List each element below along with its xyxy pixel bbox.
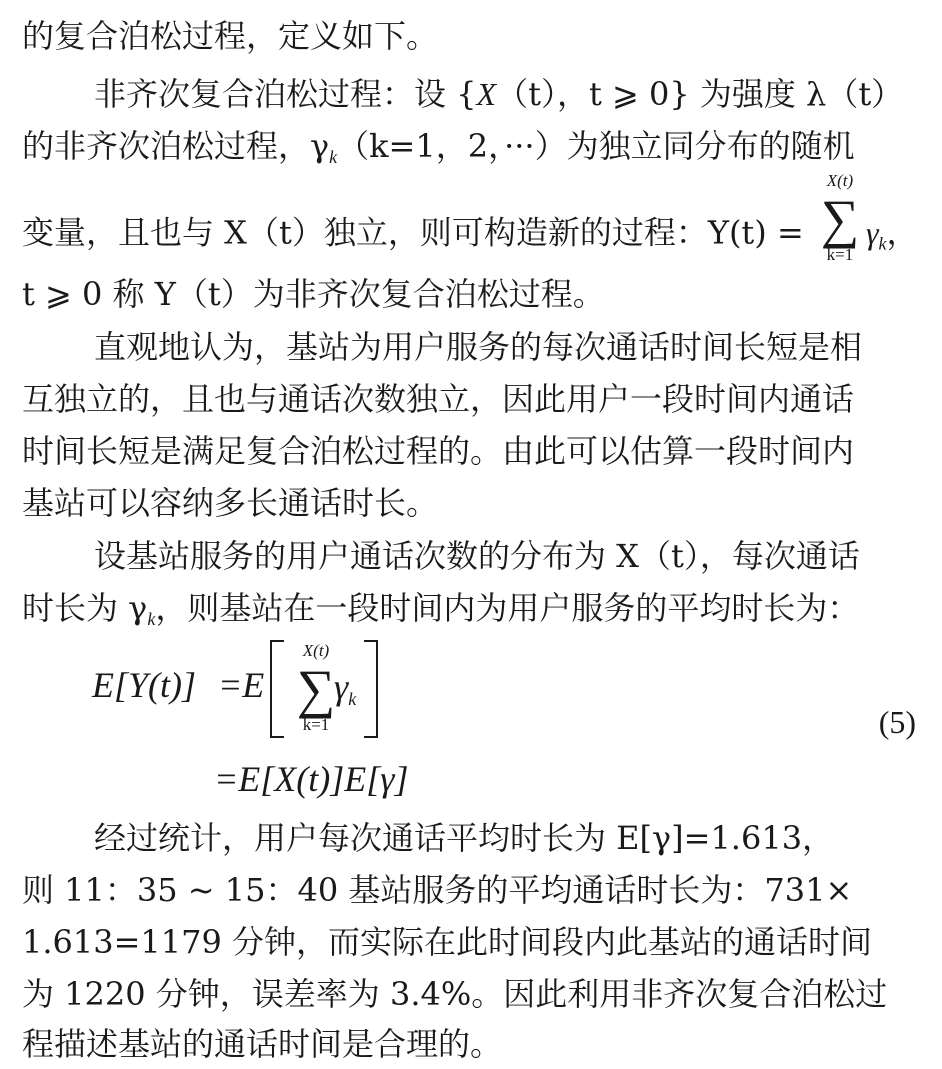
equation-line-2: =E[X(t)]E[γ]: [214, 759, 409, 799]
equation-number: (5): [878, 704, 916, 740]
text-line-16: 程描述基站的通话时间是合理的。: [22, 1025, 503, 1063]
text-span: （t），t ⩾ 0} 为强度 λ（t）: [496, 75, 904, 113]
subscript: k: [329, 147, 338, 167]
text-line-1: 的复合泊松过程，定义如下。: [22, 17, 439, 55]
text-span: ，: [886, 213, 919, 252]
summation: [814, 171, 866, 264]
sigma-symbol: ∑: [296, 659, 336, 719]
equation-eq1: =E: [218, 665, 265, 705]
text-line-3: [22, 126, 920, 177]
text-span: （k=1，2，···）为独立同分布的随机: [337, 127, 855, 165]
sum-lower-limit: k=1: [826, 245, 854, 264]
sum-upper-limit: X(t): [826, 171, 854, 190]
text-span: 的非齐次泊松过程，γ: [22, 127, 330, 165]
text-span: 变量，且也与 X（t）独立，则可构造新的过程：Y(t) =: [22, 213, 804, 252]
text-line-2: [94, 74, 920, 114]
text-span: ，则基站在一段时间内为用户服务的平均时长为：: [155, 589, 860, 627]
sigma-symbol: ∑: [820, 189, 860, 249]
gamma: γ: [334, 667, 349, 707]
var-x: X: [476, 76, 497, 112]
equation-lhs: E[Y(t)]: [92, 665, 197, 705]
text-span: 非齐次复合泊松过程：设 {: [94, 75, 477, 113]
text-line-4: [22, 171, 920, 264]
text-line-15: 为 1220 分钟，误差率为 3.4%。因此利用非齐次复合泊松过: [22, 975, 888, 1013]
sum-upper-limit: X(t): [302, 641, 330, 660]
sum-lower-limit: k=1: [302, 715, 330, 734]
equation-gamma: [334, 666, 356, 710]
text-line-8: 时间长短是满足复合泊松过程的。由此可以估算一段时间内: [22, 432, 855, 470]
text-line-12: 经过统计，用户每次通话平均时长为 E[γ]=1.613，: [94, 819, 835, 857]
subscript: k: [878, 233, 887, 254]
subscript: k: [147, 609, 156, 629]
text-line-13: 则 11：35 ~ 15：40 基站服务的平均通话时长为：731×: [22, 871, 853, 909]
text-span: 时长为 γ: [22, 589, 148, 627]
subscript: k: [348, 689, 357, 709]
text-line-6: 直观地认为，基站为用户服务的每次通话时间长短是相: [94, 328, 863, 366]
text-line-14: 1.613=1179 分钟，而实际在此时间段内此基站的通话时间: [22, 923, 873, 961]
text-line-10: 设基站服务的用户通话次数的分布为 X（t），每次通话: [94, 537, 860, 575]
text-line-5: t ⩾ 0 称 Y（t）为非齐次复合泊松过程。: [22, 275, 605, 313]
left-bracket: [270, 640, 284, 738]
right-bracket: [364, 640, 378, 738]
text-line-9: 基站可以容纳多长通话时长。: [22, 484, 439, 522]
text-line-11: [22, 588, 920, 639]
gamma: γ: [865, 214, 879, 251]
text-line-7: 互独立的，且也与通话次数独立，因此用户一段时间内通话: [22, 380, 855, 418]
